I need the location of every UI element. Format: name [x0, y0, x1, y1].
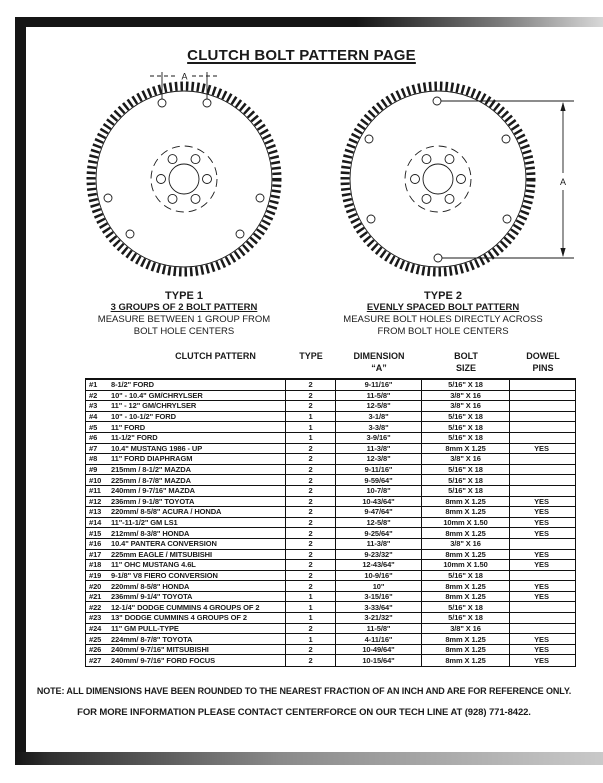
dimension-cell: 12-5/8": [335, 518, 421, 528]
bolt-size-cell: 3/8" X 16: [421, 401, 509, 411]
table-row: [86, 602, 575, 613]
table-row: [86, 422, 575, 433]
dimension-cell: 12-43/64": [335, 560, 421, 570]
pattern-cell: [86, 592, 285, 601]
row-number: #13: [89, 507, 102, 517]
dowel-pins-cell: [509, 465, 573, 475]
row-number: #1: [89, 380, 98, 390]
table-row: [86, 433, 575, 444]
row-number: #20: [89, 581, 102, 591]
bolt-size-cell: 8mm X 1.25: [421, 507, 509, 517]
row-number: #24: [89, 623, 102, 633]
row-number: #8: [89, 454, 98, 464]
pattern-cell: [86, 518, 285, 527]
pattern-cell: [86, 423, 285, 432]
clutch-pattern-table: [85, 378, 576, 667]
row-number: #11: [89, 486, 101, 496]
pattern-cell: [86, 454, 285, 463]
table-row: [86, 497, 575, 508]
type-cell: 2: [285, 465, 335, 475]
pattern-name: 10" - 10.4" GM/CHRYLSER: [111, 390, 203, 400]
table-row: [86, 581, 575, 592]
dimension-cell: 11-3/8": [335, 539, 421, 549]
bolt-size-cell: 3/8" X 16: [421, 539, 509, 549]
dowel-pins-cell: YES: [509, 497, 573, 507]
type1-instruction-line1: MEASURE BETWEEN 1 GROUP FROM: [97, 314, 271, 325]
type2-caption: [318, 290, 568, 338]
pattern-name: 220mm/ 8-5/8" ACURA / HONDA: [111, 507, 222, 517]
pattern-name: 10.4" MUSTANG 1986 - UP: [111, 443, 203, 453]
pattern-cell: [86, 550, 285, 559]
pattern-cell: [86, 507, 285, 516]
dowel-pins-cell: [509, 412, 573, 422]
pattern-name: 11" GM PULL-TYPE: [111, 623, 179, 633]
bolt-size-cell: 8mm X 1.25: [421, 655, 509, 666]
dimension-cell: 3-9/16": [335, 433, 421, 443]
header-bolt-size: BOLT SIZE: [454, 351, 478, 373]
row-number: #6: [89, 433, 98, 443]
bolt-size-cell: 3/8" X 16: [421, 624, 509, 634]
bolt-size-cell: 5/16" X 18: [421, 380, 509, 390]
row-number: #18: [89, 560, 102, 570]
dowel-pins-cell: [509, 602, 573, 612]
table-row: [86, 444, 575, 455]
dim-a-label-type2: A: [559, 177, 567, 187]
table-row: [86, 613, 575, 624]
type-cell: 1: [285, 422, 335, 432]
dimension-cell: 11-5/8": [335, 391, 421, 401]
ring-gear-inner-edge: [96, 91, 272, 267]
type2-instruction-line1: MEASURE BOLT HOLES DIRECTLY ACROSS: [343, 314, 543, 325]
pattern-cell: [86, 529, 285, 538]
pattern-name: 225mm / 8-7/8" MAZDA: [111, 475, 191, 485]
flywheel-diagrams: [0, 0, 603, 310]
pattern-name: 215mm / 8-1/2" MAZDA: [111, 465, 191, 475]
pattern-name: 240mm / 9-7/16" MAZDA: [111, 486, 195, 496]
contact-text: FOR MORE INFORMATION PLEASE CONTACT CENTERFORCE ON OUR TECH LINE AT (928) 771-8422.: [77, 707, 531, 718]
pattern-name: 12-1/4" DODGE CUMMINS 4 GROUPS OF 2: [111, 602, 260, 612]
pattern-name: 11" FORD: [111, 422, 146, 432]
pattern-name: 11" FORD DIAPHRAGM: [111, 454, 193, 464]
type1-subtitle: 3 GROUPS OF 2 BOLT PATTERN: [110, 302, 258, 313]
bolt-size-cell: 5/16" X 18: [421, 412, 509, 422]
dimension-cell: 9-23/32": [335, 550, 421, 560]
dowel-pins-cell: [509, 422, 573, 432]
row-number: #21: [89, 592, 102, 602]
type2-subtitle: EVENLY SPACED BOLT PATTERN: [366, 302, 520, 313]
pattern-name: 224mm/ 8-7/8" TOYOTA: [111, 634, 193, 644]
pattern-cell: [86, 539, 285, 548]
row-number: #16: [89, 539, 102, 549]
bolt-size-cell: 5/16" X 18: [421, 422, 509, 432]
table-row: [86, 401, 575, 412]
pattern-name: 10" - 10-1/2" FORD: [111, 412, 176, 422]
type-cell: 2: [285, 624, 335, 634]
dowel-pins-cell: [509, 380, 573, 390]
type-cell: 2: [285, 444, 335, 454]
page-frame-bottom: [15, 752, 603, 765]
type-cell: 1: [285, 634, 335, 644]
pattern-cell: [86, 613, 285, 622]
row-number: #26: [89, 645, 102, 655]
table-row: [86, 528, 575, 539]
dowel-pins-cell: [509, 454, 573, 464]
row-number: #10: [89, 475, 102, 485]
bolt-size-cell: 5/16" X 18: [421, 571, 509, 581]
hub-bolt-circle: [151, 146, 217, 212]
table-row: [86, 624, 575, 635]
row-number: #14: [89, 518, 102, 528]
table-row: [86, 518, 575, 529]
bolt-size-cell: 8mm X 1.25: [421, 634, 509, 644]
flywheel-type2-diagram: [345, 86, 574, 272]
pattern-cell: [86, 391, 285, 400]
dowel-pins-cell: YES: [509, 581, 573, 591]
dowel-pins-cell: [509, 401, 573, 411]
dowel-pins-cell: YES: [509, 592, 573, 602]
bolt-size-cell: 5/16" X 18: [421, 475, 509, 485]
bolt-size-cell: 8mm X 1.25: [421, 497, 509, 507]
dimension-cell: 10-43/64": [335, 497, 421, 507]
dimension-cell: 11-3/8": [335, 444, 421, 454]
dimension-cell: 10": [335, 581, 421, 591]
pattern-name: 8-1/2" FORD: [111, 380, 154, 390]
dimension-cell: 10-7/8": [335, 486, 421, 496]
table-row: [86, 507, 575, 518]
table-row: [86, 655, 575, 666]
hub-bolt-circle: [405, 146, 471, 212]
dimension-cell: 9-59/64": [335, 475, 421, 485]
pattern-cell: [86, 380, 285, 389]
type-cell: 1: [285, 433, 335, 443]
type-cell: 2: [285, 391, 335, 401]
center-bore: [169, 164, 199, 194]
pattern-name: 11" - 12" GM/CHRYLSER: [111, 401, 197, 411]
dimension-cell: 10-9/16": [335, 571, 421, 581]
type-cell: 2: [285, 497, 335, 507]
pattern-cell: [86, 476, 285, 485]
type-cell: 2: [285, 528, 335, 538]
dimension-cell: 3-1/8": [335, 412, 421, 422]
type-cell: 2: [285, 518, 335, 528]
bolt-size-cell: 3/8" X 16: [421, 391, 509, 401]
dimension-cell: 10-49/64": [335, 645, 421, 655]
dowel-pins-cell: YES: [509, 645, 573, 655]
row-number: #23: [89, 613, 102, 623]
pattern-cell: [86, 656, 285, 665]
type-cell: 2: [285, 507, 335, 517]
ring-gear-teeth: [345, 86, 531, 272]
type-cell: 2: [285, 560, 335, 570]
dowel-pins-cell: [509, 571, 573, 581]
pattern-cell: [86, 582, 285, 591]
table-row: [86, 454, 575, 465]
pattern-name: 236mm / 9-1/8" TOYOTA: [111, 496, 195, 506]
dowel-pins-cell: [509, 433, 573, 443]
type-cell: 2: [285, 454, 335, 464]
bolt-size-cell: 5/16" X 18: [421, 602, 509, 612]
pattern-name: 220mm/ 8-5/8" HONDA: [111, 581, 190, 591]
dowel-pins-cell: YES: [509, 634, 573, 644]
dowel-pins-cell: YES: [509, 444, 573, 454]
pattern-name: 13" DODGE CUMMINS 4 GROUPS OF 2: [111, 613, 247, 623]
type1-title: TYPE 1: [165, 290, 203, 302]
table-row: [86, 571, 575, 582]
bolt-size-cell: 8mm X 1.25: [421, 550, 509, 560]
dimension-cell: 3-15/16": [335, 592, 421, 602]
pattern-cell: [86, 444, 285, 453]
flywheel-type1-diagram: [91, 72, 277, 273]
note-text: NOTE: ALL DIMENSIONS HAVE BEEN ROUNDED TO THE NEAREST FRACTION OF AN INCH AND ARE FOR REFERENCE ONLY.: [36, 686, 572, 696]
type-cell: 1: [285, 412, 335, 422]
header-clutch-pattern: CLUTCH PATTERN: [175, 351, 256, 361]
table-row: [86, 550, 575, 561]
table-row: [86, 486, 575, 497]
dowel-pins-cell: YES: [509, 518, 573, 528]
pattern-cell: [86, 465, 285, 474]
type-cell: 2: [285, 571, 335, 581]
dimension-cell: 3-33/64": [335, 602, 421, 612]
type1-caption: [59, 290, 309, 338]
dowel-pins-cell: [509, 391, 573, 401]
pattern-cell: [86, 560, 285, 569]
page-title: CLUTCH BOLT PATTERN PAGE: [187, 47, 416, 64]
dowel-pins-cell: [509, 486, 573, 496]
type-cell: 2: [285, 380, 335, 390]
dowel-pins-cell: YES: [509, 550, 573, 560]
row-number: #2: [89, 390, 98, 400]
type-cell: 2: [285, 539, 335, 549]
pattern-cell: [86, 486, 285, 495]
dimension-cell: 3-21/32": [335, 613, 421, 623]
center-bore: [423, 164, 453, 194]
header-dimension: DIMENSION “A”: [353, 351, 405, 373]
pattern-name: 11" OHC MUSTANG 4.6L: [111, 560, 196, 570]
type-cell: 2: [285, 475, 335, 485]
dowel-pins-cell: [509, 475, 573, 485]
type1-instruction-line2: BOLT HOLE CENTERS: [133, 326, 235, 337]
dimension-cell: 9-11/16": [335, 380, 421, 390]
bolt-size-cell: 5/16" X 18: [421, 465, 509, 475]
row-number: #4: [89, 412, 98, 422]
dimension-cell: 4-11/16": [335, 634, 421, 644]
pattern-cell: [86, 624, 285, 633]
type2-title: TYPE 2: [424, 290, 462, 302]
dimension-cell: 11-5/8": [335, 624, 421, 634]
dimension-cell: 12-3/8": [335, 454, 421, 464]
row-number: #25: [89, 634, 102, 644]
type-cell: 2: [285, 486, 335, 496]
row-number: #22: [89, 602, 102, 612]
pattern-cell: [86, 571, 285, 580]
dowel-pins-cell: YES: [509, 528, 573, 538]
pattern-cell: [86, 433, 285, 442]
pattern-name: 240mm/ 9-7/16" FORD FOCUS: [111, 656, 216, 666]
pattern-name: 9-1/8" V8 FIERO CONVERSION: [111, 570, 218, 580]
table-row: [86, 380, 575, 391]
ring-gear-inner-edge: [350, 91, 526, 267]
table-row: [86, 391, 575, 402]
row-number: #15: [89, 528, 102, 538]
pattern-cell: [86, 401, 285, 410]
row-number: #17: [89, 549, 102, 559]
type-cell: 2: [285, 581, 335, 591]
bolt-size-cell: 3/8" X 16: [421, 454, 509, 464]
bolt-size-cell: 5/16" X 18: [421, 486, 509, 496]
table-row: [86, 465, 575, 476]
dimension-cell: 9-47/64": [335, 507, 421, 517]
row-number: #3: [89, 401, 98, 411]
row-number: #5: [89, 422, 98, 432]
type-cell: 2: [285, 550, 335, 560]
pattern-cell: [86, 645, 285, 654]
type2-instruction-line2: FROM BOLT HOLE CENTERS: [377, 326, 509, 337]
ring-gear-teeth: [91, 86, 277, 272]
pattern-cell: [86, 635, 285, 644]
row-number: #19: [89, 570, 102, 580]
table-row: [86, 634, 575, 645]
table-row: [86, 560, 575, 571]
header-dowel-pins: DOWEL PINS: [526, 351, 560, 373]
dimension-cell: 10-15/64": [335, 655, 421, 666]
dimension-cell: 9-25/64": [335, 528, 421, 538]
bolt-size-cell: 8mm X 1.25: [421, 592, 509, 602]
pattern-cell: [86, 412, 285, 421]
table-row: [86, 645, 575, 656]
header-type: TYPE: [299, 351, 323, 361]
row-number: #9: [89, 465, 98, 475]
dowel-pins-cell: YES: [509, 560, 573, 570]
dowel-pins-cell: YES: [509, 507, 573, 517]
pattern-cell: [86, 603, 285, 612]
pattern-name: 212mm/ 8-3/8" HONDA: [111, 528, 190, 538]
dimension-cell: 12-5/8": [335, 401, 421, 411]
dowel-pins-cell: [509, 539, 573, 549]
table-row: [86, 412, 575, 423]
pattern-name: 236mm/ 9-1/4" TOYOTA: [111, 592, 193, 602]
bolt-size-cell: 8mm X 1.25: [421, 581, 509, 591]
pattern-name: 10.4" PANTERA CONVERSION: [111, 539, 217, 549]
type-cell: 2: [285, 401, 335, 411]
bolt-size-cell: 8mm X 1.25: [421, 528, 509, 538]
bolt-size-cell: 10mm X 1.50: [421, 560, 509, 570]
table-row: [86, 539, 575, 550]
pattern-cell: [86, 497, 285, 506]
dimension-cell: 3-3/8": [335, 422, 421, 432]
pattern-name: 11"-11-1/2" GM LS1: [111, 518, 178, 528]
table-row: [86, 475, 575, 486]
type-cell: 2: [285, 655, 335, 666]
bolt-size-cell: 8mm X 1.25: [421, 444, 509, 454]
type-cell: 1: [285, 613, 335, 623]
bolt-size-cell: 5/16" X 18: [421, 613, 509, 623]
type-cell: 2: [285, 645, 335, 655]
bolt-size-cell: 8mm X 1.25: [421, 645, 509, 655]
row-number: #12: [89, 496, 102, 506]
type-cell: 1: [285, 602, 335, 612]
table-row: [86, 592, 575, 603]
bolt-size-cell: 5/16" X 18: [421, 433, 509, 443]
table-header-row: [85, 350, 576, 374]
dimension-cell: 9-11/16": [335, 465, 421, 475]
dim-a-label-type1: A: [181, 71, 188, 82]
pattern-name: 240mm/ 9-7/16" MITSUBISHI: [111, 645, 209, 655]
type-cell: 1: [285, 592, 335, 602]
dowel-pins-cell: YES: [509, 655, 573, 666]
row-number: #7: [89, 443, 98, 453]
pattern-name: 225mm EAGLE / MITSUBISHI: [111, 549, 212, 559]
row-number: #27: [89, 656, 102, 666]
dowel-pins-cell: [509, 613, 573, 623]
dowel-pins-cell: [509, 624, 573, 634]
pattern-name: 11-1/2" FORD: [111, 433, 158, 443]
bolt-size-cell: 10mm X 1.50: [421, 518, 509, 528]
